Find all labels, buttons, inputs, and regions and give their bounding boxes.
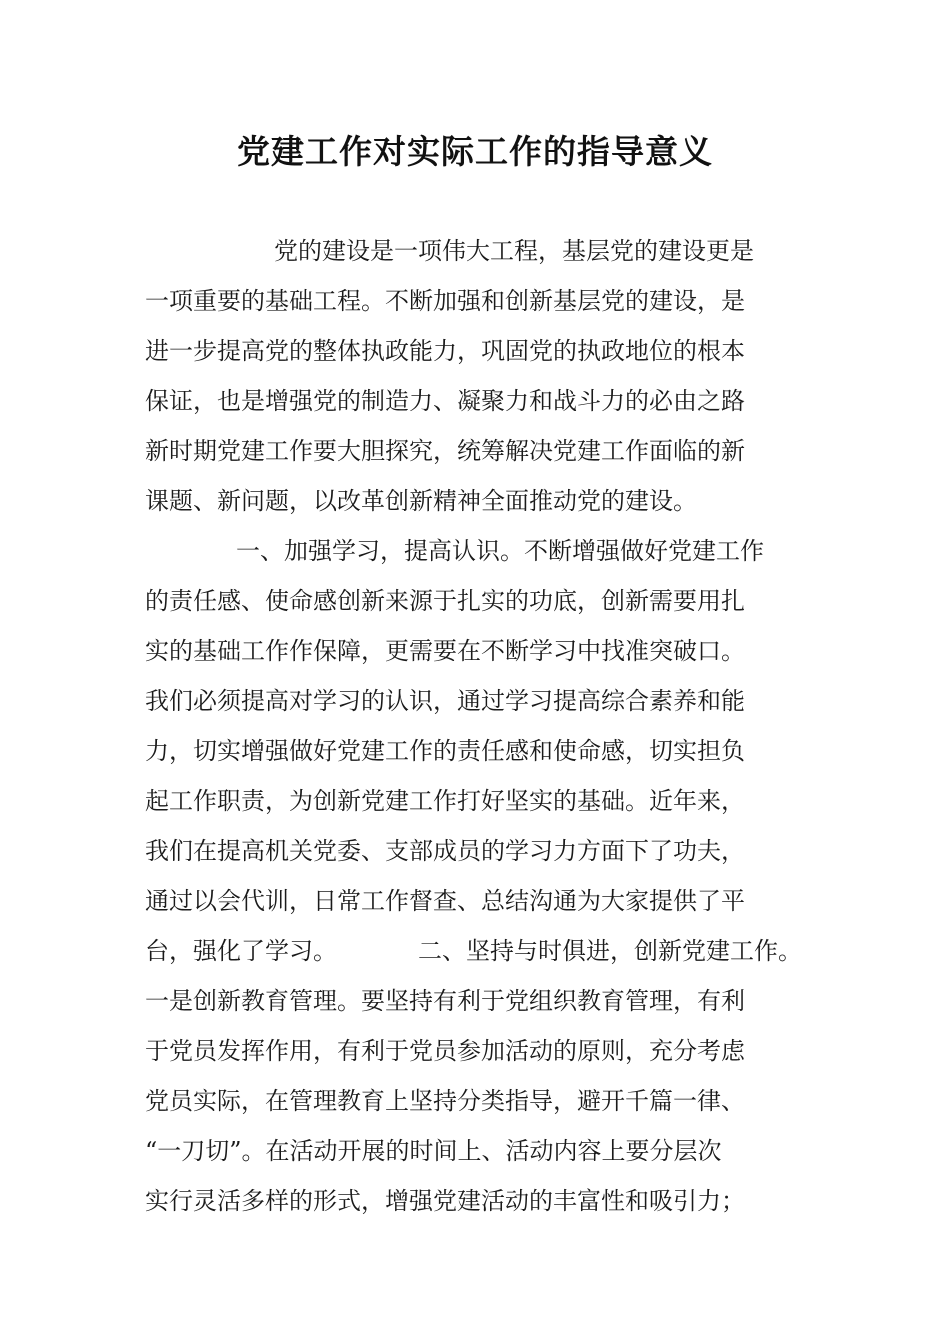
text-line-3: 进一步提高党的整体执政能力，巩固党的执政地位的根本 <box>145 337 745 365</box>
text-line-8: 的责任感、使命感创新来源于扎实的功底，创新需要用扎 <box>145 587 745 615</box>
text-line-15: 台，强化了学习。 <box>145 937 337 965</box>
text-line-16: 二、坚持与时俱进，创新党建工作。 <box>418 937 802 965</box>
text-line-19: 党员实际，在管理教育上坚持分类指导，避开千篇一律、 <box>145 1087 745 1115</box>
text-line-4: 保证，也是增强党的制造力、凝聚力和战斗力的必由之路 <box>145 387 745 415</box>
text-line-20: “一刀切”。在活动开展的时间上、活动内容上要分层次 <box>145 1137 722 1165</box>
text-line-14: 通过以会代训，日常工作督查、总结沟通为大家提供了平 <box>145 887 745 915</box>
document-title: 党建工作对实际工作的指导意义 <box>237 132 713 171</box>
text-line-6: 课题、新问题，以改革创新精神全面推动党的建设。 <box>145 487 697 515</box>
text-line-18: 于党员发挥作用，有利于党员参加活动的原则，充分考虑 <box>145 1037 745 1065</box>
text-line-11: 力，切实增强做好党建工作的责任感和使命感，切实担负 <box>145 737 745 765</box>
text-line-7: 一、加强学习，提高认识。不断增强做好党建工作 <box>236 537 764 565</box>
text-line-13: 我们在提高机关党委、支部成员的学习力方面下了功夫， <box>145 837 745 865</box>
text-line-5: 新时期党建工作要大胆探究，统筹解决党建工作面临的新 <box>145 437 745 465</box>
text-line-12: 起工作职责，为创新党建工作打好坚实的基础。近年来， <box>145 787 745 815</box>
text-line-17: 一是创新教育管理。要坚持有利于党组织教育管理，有利 <box>145 987 745 1015</box>
text-line-9: 实的基础工作作保障，更需要在不断学习中找准突破口。 <box>145 637 745 665</box>
text-line-2: 一项重要的基础工程。不断加强和创新基层党的建设，是 <box>145 287 745 315</box>
text-line-10: 我们必须提高对学习的认识，通过学习提高综合素养和能 <box>145 687 745 715</box>
text-line-21: 实行灵活多样的形式，增强党建活动的丰富性和吸引力； <box>145 1187 745 1215</box>
text-line-1: 党的建设是一项伟大工程，基层党的建设更是 <box>274 237 754 265</box>
